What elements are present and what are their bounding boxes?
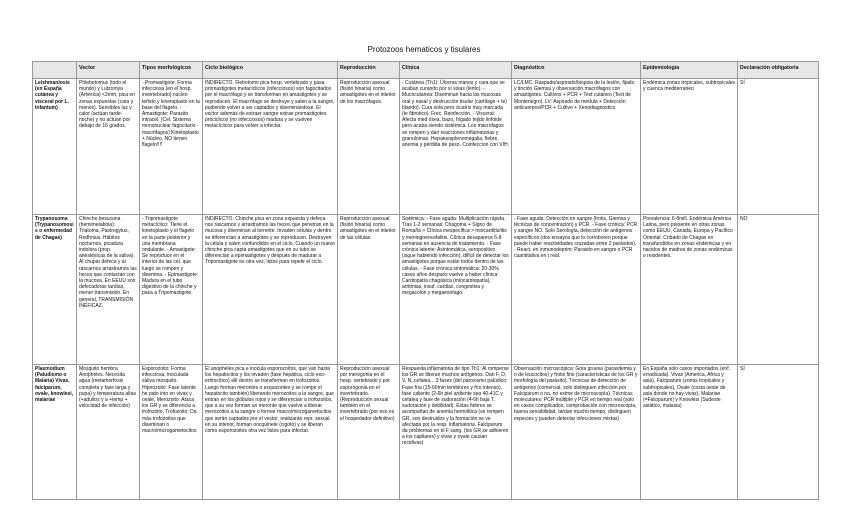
table-row	[33, 215, 819, 365]
header-cell-reproduccion: Reproducción	[338, 62, 400, 79]
header-cell-tipos: Tipos morfológicos	[140, 62, 203, 79]
tipos-cell: - Tripomastigote metacíclico: Tiene el kinetoplasto y el flagelo en la parte posterior y una membrana ondulante. - Amastigote: Se reproduce en el interior de las cel. que luego se rompen y disemina. - Epimastigote: Madura en el tubo digestivo de la chinche y pasa a Tripomastigote.	[140, 215, 203, 365]
header-cell-empty	[33, 62, 77, 79]
document-title: Protozoos hematicos y tisulares	[367, 45, 481, 54]
diagnostico-cell: - Fase aguda: Detección en sangre (frotis, Giemsa y técnicas de concentración) y PCR. - Fase crónica: PCR y sangre NO. Solo Serología, detección de antígenos específicos (dos ensayos que lo corroboren porque puede haber reactividades cruzadas entre 2 parásitos). - React. en inmunodeprim: Parasito en sangre o PCR cuantitativa en t real.	[512, 215, 641, 365]
reproduccion-cell: Reproducción asexual (fisión binaria) como amastigotes en el interior de las células.	[338, 215, 400, 365]
header-cell-declaracion: Declaración obligatoria	[738, 62, 819, 79]
epidemiologia-cell: Endémica zonas tropicales, subtropicales y cuenca mediterraneo	[641, 79, 738, 215]
header-cell-vector: Vector	[77, 62, 140, 79]
table-row	[33, 365, 819, 500]
row-name-cell: Leishmaniosis (en España cutánea y visceral por L. Infantum)	[33, 79, 77, 215]
ciclo-cell: INDIRECTO. Flebotomo pica hosp. vertebrado y pasa promastigotes metacíclicos (infecciosos) son fagocitados por el macrófago y se transforman en amastigotes y se reproducen. El macrófago se destruye y salen a la sangre, pudiendo volver a ser captados y diseminándose. El vector además de extraer sangre extrae promastigotes prociclicos (no infecciosos) madura y se vuelven metacíclicos para volver a infectar.	[203, 79, 338, 215]
header-cell-diagnostico: Diagnóstico	[512, 62, 641, 79]
clinica-cell: Respuesta inflamatoria de tipo Th1: Al romperse los GR se liberan muchos antígenos. Dan F, D, V, N, cefalea... 3 fases (del paroxismo palúdico: Fase fría (15-60min temblores y frío intenso), fase caliente (2-6h piel ardiente sea 40-41C y cefalea y fase de sudoración (4-6h baja T, sudoración y debilidad). Estas fiebres se acompañan de anemia hemolítica (se rompen GR, son destruidos y la formación se ve afectada por la resp. inflamatoria. Falciparum da problemas en el F sang. (los GR se adhieren a los capilares) y vivax y ovale causan recidivas)	[400, 365, 512, 500]
header-cell-clinica: Clínica	[400, 62, 512, 79]
table-header-row	[33, 62, 819, 79]
row-name-cell: Trypanosoma (Trypanosomosis o enfermedad de Chagas)	[33, 215, 77, 365]
header-cell-epidemiologia: Epidemiología	[641, 62, 738, 79]
vector-cell: Mosquito hembra Anopheles. Necesita agua (metamorfosis completa y fase larga y pupa) y temperatura altas (+adultos y a +temp + velocidad de infección)	[77, 365, 140, 500]
ciclo-cell: El anopheles pica e inocula esporozoítos, que van hasta los hepatocitos y los invaden (fase hepática, ciclo exo-eritrocítico) allí dentro se transforman en trofozoitos. Luego forman merontes o esquizontes y se rompe el hepatocito también) liberando merozoitos a la sangre, que entran en los glóbulos rojos y se diferencian a trofozoitos, que a su vez forman un meronte que vuelve a liberar merozoitos a la sangre o formar macro/microgametocitos que serán captados por el vector, realizarán repr. sexual en su interior, forman oocquinete (cigoto) y se liberan como esporozoitos otra vez listos para infectar.	[203, 365, 338, 500]
tipos-cell: - Promastigote: Forma infecciosa (en el hosp. invertebrado) núcleo teñido y kinetoplasto en la base del flagelo. - Amastigote: Parasito intracel. (Cel. Sistema mononuclear fagocitario - macrófagos) Kinetoplasto + Núcleo, NO tienen flagelo!!!!	[140, 79, 203, 215]
declaracion-cell: NO	[738, 215, 819, 365]
epidemiologia-cell: En España solo casos importados (enf. erradicada). Vivax (America, Africa y asia), Falciparum (zonas tropicales y subtropicales), Ovale (costa oeste de asia donde no hay vivax), Malariae (=Falciparum) y Knowlesi (Sudeste asiático, malasia)	[641, 365, 738, 500]
diagnostico-cell: LC/LMC: Raspado/aspirado/biopsia de la lesión, fijado y tinción Giemsa y observación macrófagos con amastigotes. Cultivos + PCR + Test cutáneo (Test de Montenegro). LV: Aspirado de médula + Detección anticuerpos/PCR + Cultivo + Xenodiagnostico	[512, 79, 641, 215]
row-name-cell: Plasmodium (Paludismo o Malaria) Vivax, falciparum, ovale, knowlesi, malariae	[33, 365, 77, 500]
declaracion-cell: SÍ	[738, 365, 819, 500]
clinica-cell: Sistémica: - Fase aguda: Multiplicación rápida. Tras 1-2 semanas: Chagoma + Signo de Romaña > Clínica inespecífica > miocarditis/itis y meningoencefalitis. Clínica desaparece 6-8 semanas en ausencia de tratamiento. - Fase crónica latente: Asintomática, seropositivo (sigue habiendo infección), difícil de detectar los amastigotes porque están todos dentro de las células. - Fase crónica sintomática: 20-30% casos años después vuelve a haber clínica: Cardiopatía chagásica (miocardiopatía), arritmias, insuf. cardiac. congestiva y megacolon y megaesofago.	[400, 215, 512, 365]
protozoa-table	[32, 61, 819, 500]
ciclo-cell: INDIRECTO. Chinche pica en zona expuesta y defeca. nos rascamos y arrastramos las heces que penetran en la mucosa y diseminan al torrente. Invaden células y dentro se diferencian a amastigotes y se reproducen. Destruyen la célula y salen confundidos en el ciclo. Cuando un nuevo chinche pica capta amastigotes que en su tubo se diferencian a epimastigotes y después de madurar a Tripomastigote es otra vez, listos para repetir el ciclo.	[203, 215, 338, 365]
reproduccion-cell: Reproducción asexual por merogonia en el hosp. vertebrado y por esporogonia en el invertebrado. (Reproducción sexual también en el invertebrado (por eso es el hospedador definitivo)	[338, 365, 400, 500]
vector-cell: Phlebotomus (todo el mundo) y Lutzomya (América) <2mm, pica en zonas expuestas (cara y manos). Sensibles luz y calor (actúan tarde-noche) y no actúan por debajo de 16 grados.	[77, 79, 140, 215]
table-row	[33, 79, 819, 215]
vector-cell: Chinche besucona (hemimetabola): Triatoma, Pastrogylus, Rodhnius. Hábitos nocturnos, picadura indolora (prop. anestésicas de la saliva). Al chupar defeca y al rascarnos arrastramos las heces que contactan con la mucosa. En EEUU son defecadoras tardías, menor transmisión. En general, TRANSMISIÓN INEFICAZ.	[77, 215, 140, 365]
epidemiologia-cell: Prevalencia: 6-8mill. Endémica América Latina, pero presente en otras zonas como EEUU, Canadá, Europa y Pacífico Oriental. Cribado de Chagas en transfundidos en zonas endémicas y en nacidos de madres de zonas endémicas o residentes.	[641, 215, 738, 365]
tipos-cell: Esporozoito: Forma infecciosa, inoculada saliva mosquito. Hipnozoito: Fase latente he pato into en vivax y ovale. Merozoito: Ataca los GR y se diferencia a trofozoito. Trofozoito: Da más trofozoitos que diseminan o macro/microgametocitos	[140, 365, 203, 500]
diagnostico-cell: Observación microscópica: Gota gruesa (parasitemia y n de leucocitos) y frotis fino (características de los GR y morfología del parásito). Técnicas de detección de antígenos (comercial, solo distinguen infección por Falciparum o no, no exime de microscopía). Técnicas moleculares: PCR múltiple y PCR en tiempo real (solo en casos complicados, comprobación con microscopía, buena sensibilidad, tardan mucho tiempo, distinguen especies y pueden detectar infecciones mixtas)	[512, 365, 641, 500]
reproduccion-cell: Reproducción asexual (fisión binaria) como amastigotes en el interior de los macrófagos.	[338, 79, 400, 215]
declaracion-cell: SÍ	[738, 79, 819, 215]
header-cell-ciclo: Ciclo biológico	[203, 62, 338, 79]
clinica-cell: - Cutánea (Th1): Úlceras manos y cara que se acaban curando por sí solas (lento). - Mucocutanea: Diseminan hacia las mucosas oral y nasal y destrucción tisular (cartílago + te) blando). Cura sola pero cicatriz muy marcada (te fibrotico). Frec. Reinfección. - Visceral: Afecta med ósea, bazo, hígado tejido linfoide pero acaba siendo sistémica. Los macrofagos se rompen y dan reacciones inflamatorias y granulomas. Hepatoesplenomegalia, fiebre, anemia y pérdida de peso. Coinfeccion con VIH.	[400, 79, 512, 215]
